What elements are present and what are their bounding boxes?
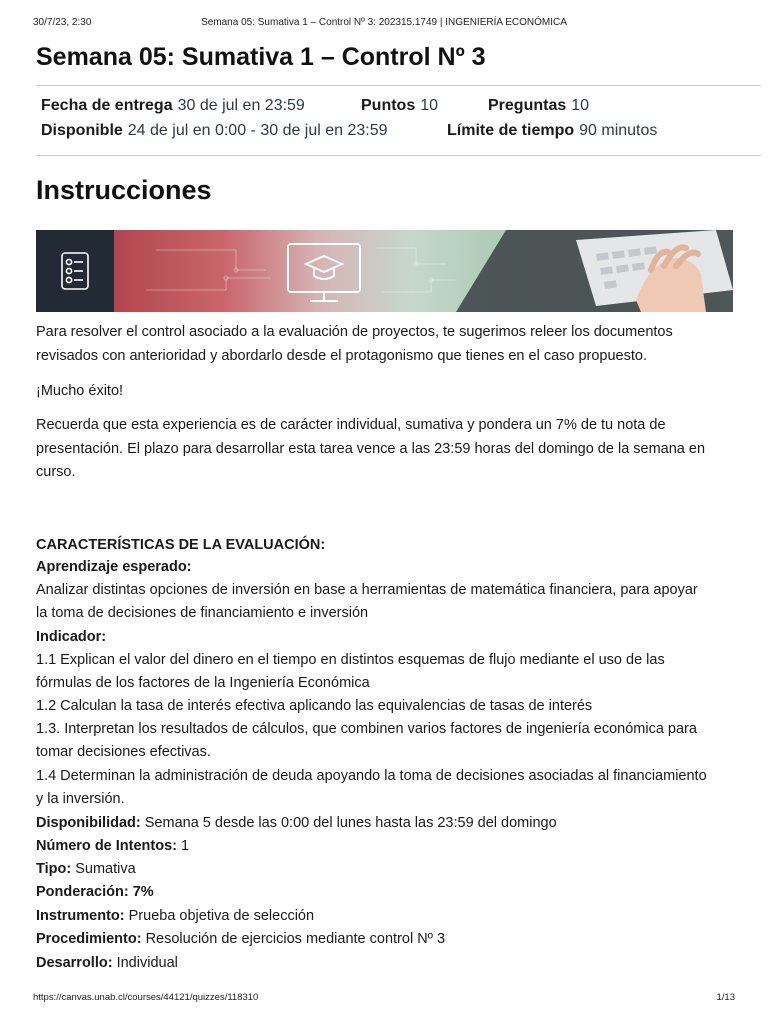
instructions-banner — [36, 230, 733, 312]
meta-fecha-label: Fecha de entrega — [41, 97, 173, 114]
intentos-label: Número de Intentos: — [36, 838, 177, 854]
disponibilidad-label: Disponibilidad: — [36, 815, 141, 831]
meta-disponible-label: Disponible — [41, 122, 123, 139]
ponderacion-value: 7% — [132, 884, 154, 900]
procedimiento-value: Resolución de ejercicios mediante control Nº 3 — [145, 931, 446, 947]
instrumento-label: Instrumento: — [36, 908, 125, 924]
instrumento-value: Prueba objetiva de selección — [128, 908, 315, 924]
aprendizaje-text-2: la toma de decisiones de financiamiento e inversión — [36, 605, 369, 621]
laptop-hands-image — [456, 230, 733, 312]
meta-disponible-value: 24 de jul en 0:00 - 30 de jul en 23:59 — [127, 122, 388, 139]
meta-limite-label: Límite de tiempo — [447, 122, 575, 139]
print-doc-title: Semana 05: Sumativa 1 – Control Nº 3: 202315.1749 | INGENIERÍA ECONÓMICA — [201, 17, 567, 28]
print-footer — [33, 992, 735, 1004]
meta-limite-tiempo — [447, 122, 657, 140]
tipo-label: Tipo: — [36, 861, 72, 877]
ponderacion-row — [36, 882, 154, 902]
meta-limite-value: 90 minutos — [579, 122, 658, 139]
tipo-row — [36, 859, 136, 879]
procedimiento-row — [36, 929, 445, 949]
ponderacion-label: Ponderación: — [36, 884, 129, 900]
meta-preguntas-value: 10 — [571, 97, 590, 114]
indicador-label: Indicador: — [36, 629, 107, 645]
print-page-number: 1/13 — [716, 992, 735, 1003]
intentos-row — [36, 836, 189, 856]
intentos-value: 1 — [181, 838, 190, 854]
meta-divider — [36, 155, 761, 156]
meta-puntos-label: Puntos — [361, 97, 416, 114]
graduation-monitor-icon — [288, 244, 360, 301]
desarrollo-label: Desarrollo: — [36, 955, 113, 971]
checklist-icon — [62, 253, 88, 289]
aprendizaje-text-1: Analizar distintas opciones de inversión en base a herramientas de matemática financiera, para apoyar — [36, 582, 698, 598]
meta-fecha-value: 30 de jul en 23:59 — [177, 97, 305, 114]
tipo-value: Sumativa — [75, 861, 136, 877]
print-url: https://canvas.unab.cl/courses/44121/quizzes/118310 — [33, 992, 259, 1003]
disponibilidad-row — [36, 813, 557, 833]
meta-preguntas-label: Preguntas — [488, 97, 567, 114]
meta-puntos-value: 10 — [420, 97, 439, 114]
circuit-decoration — [146, 248, 456, 292]
indicador-1-3-line-1: 1.3. Interpretan los resultados de cálculos, que combinen varios factores de ingeniería económica para — [36, 721, 697, 737]
instructions-paragraph-3: Recuerda que esta experiencia es de carácter individual, sumativa y pondera un 7% de tu nota de presentación. El plazo para desarrollar esta tarea vence a las 23:59 horas del domingo de la semana en curso. — [36, 417, 706, 480]
indicador-1-1-line-2: fórmulas de los factores de la Ingeniería Económica — [36, 675, 370, 691]
meta-puntos — [361, 97, 438, 115]
meta-fecha-entrega — [41, 97, 305, 115]
header-divider — [36, 85, 761, 86]
indicador-1-4-line-1: 1.4 Determinan la administración de deuda apoyando la toma de decisiones asociadas al financiamiento — [36, 768, 707, 784]
quiz-title: Semana 05: Sumativa 1 – Control Nº 3 — [36, 43, 486, 71]
meta-disponible — [41, 122, 388, 140]
disponibilidad-value: Semana 5 desde las 0:00 del lunes hasta las 23:59 del domingo — [144, 815, 557, 831]
indicador-1-1-line-1: 1.1 Explican el valor del dinero en el tiempo en distintos esquemas de flujo mediante el uso de las — [36, 652, 665, 668]
desarrollo-row — [36, 953, 178, 973]
instructions-paragraph-2: ¡Mucho éxito! — [36, 383, 124, 399]
indicador-1-4-line-2: y la inversión. — [36, 791, 125, 807]
instructions-paragraph-1: Para resolver el control asociado a la evaluación de proyectos, te sugerimos releer los documentos revisados con anterioridad y abordarlo desde el protagonismo que tienes en el caso propuesto. — [36, 324, 673, 364]
procedimiento-label: Procedimiento: — [36, 931, 142, 947]
print-datetime: 30/7/23, 2:30 — [33, 17, 92, 28]
instructions-heading: Instrucciones — [36, 175, 212, 205]
indicador-1-3-line-2: tomar decisiones efectivas. — [36, 744, 211, 760]
indicador-1-2: 1.2 Calculan la tasa de interés efectiva aplicando las equivalencias de tasas de interés — [36, 698, 593, 714]
desarrollo-value: Individual — [116, 955, 178, 971]
instrumento-row — [36, 906, 314, 926]
print-header — [33, 17, 735, 31]
meta-preguntas — [488, 97, 589, 115]
evaluation-heading: CARACTERÍSTICAS DE LA EVALUACIÓN: — [36, 537, 326, 553]
aprendizaje-label: Aprendizaje esperado: — [36, 559, 192, 575]
